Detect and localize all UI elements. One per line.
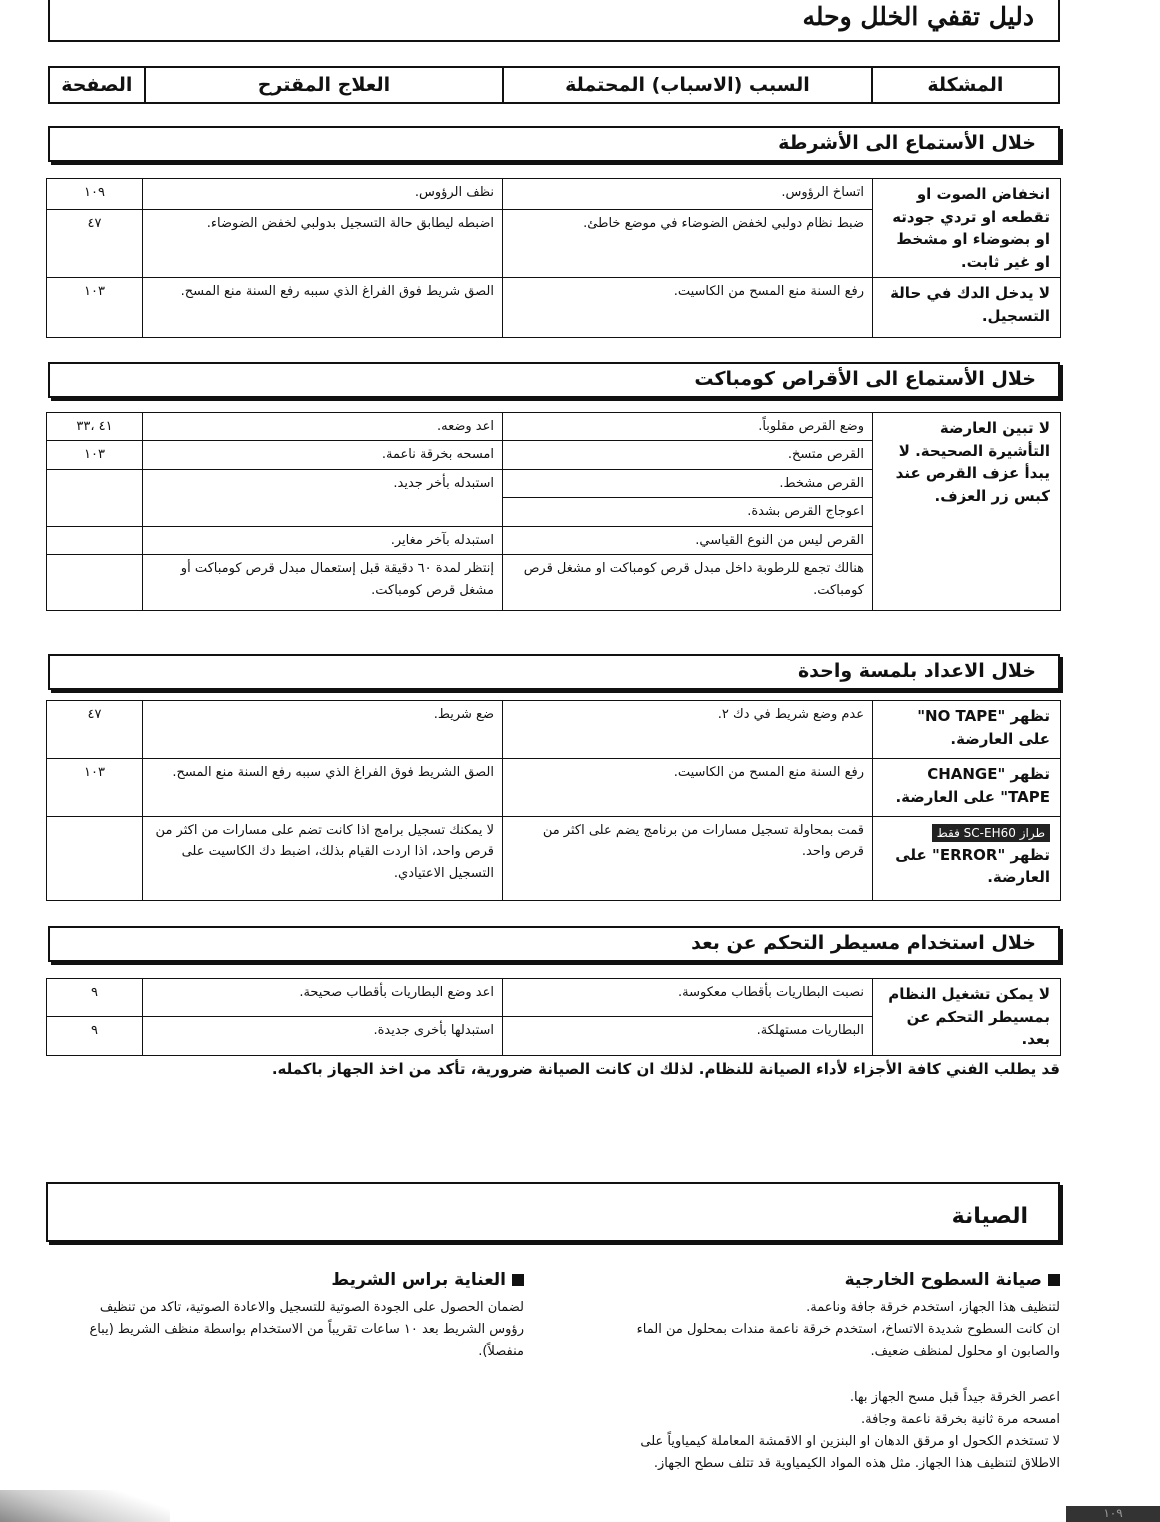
- table-row: [47, 759, 1061, 817]
- section-title: خلال الاعداد بلمسة واحدة: [797, 660, 1036, 682]
- table-row: [47, 701, 1061, 759]
- remedy-cell: اعد وضع البطاريات بأقطاب صحيحة.: [143, 979, 503, 1017]
- surfaces-care: [600, 1266, 1060, 1476]
- remedy-cell: استبدلها بأخرى جديدة.: [143, 1017, 503, 1055]
- page-cell: [47, 469, 143, 526]
- header-cause: السبب (الاسباب) المحتملة: [502, 68, 871, 102]
- section-title-box: [48, 362, 1060, 398]
- section-title: خلال استخدام مسيطر التحكم عن بعد: [691, 932, 1036, 954]
- table-header: [48, 66, 1060, 104]
- table-row: [47, 413, 1061, 441]
- cause-cell: وضع القرص مقلوباً.: [503, 413, 873, 441]
- paragraph: ان كانت السطوح شديدة الاتساخ، استخدم خرقة ناعمة مندات بمحلول من الماء والصابون او محلول لمنظف ضعيف.: [636, 1321, 1060, 1360]
- cause-cell: هنالك تجمع للرطوبة داخل مبدل قرص كومباكت او مشغل قرص كومباكت.: [503, 555, 873, 611]
- paragraph: اعصر الخرقة جيداً قبل مسح الجهاز بها.: [849, 1390, 1060, 1406]
- remedy-cell: استبدله بآخر مغاير.: [143, 526, 503, 554]
- cause-cell: عدم وضع شريط في دك ٢.: [503, 701, 873, 759]
- maintenance-title-box: [46, 1182, 1060, 1242]
- page-cell: ٩: [47, 979, 143, 1017]
- symptom-cell: [873, 817, 1061, 901]
- header-page: الصفحة: [61, 74, 133, 96]
- table-row: [47, 179, 1061, 210]
- section-title-box: [48, 654, 1060, 690]
- model-badge: طراز SC-EH60 فقط: [932, 824, 1050, 842]
- troubleshooting-table: [46, 978, 1061, 1056]
- remedy-cell: اعد وضعه.: [143, 413, 503, 441]
- page-cell: [47, 817, 143, 901]
- bullet-square-icon: [1048, 1274, 1060, 1286]
- page-cell: ١٠٣: [47, 278, 143, 338]
- page-title: دليل تقفي الخلل وحله: [802, 2, 1034, 31]
- cause-cell: القرص ليس من النوع القياسي.: [503, 526, 873, 554]
- section-title-box: [48, 926, 1060, 962]
- cause-cell: اعوجاج القرص بشدة.: [503, 498, 873, 526]
- remedy-cell: الصق الشريط فوق الفراغ الذي سببه رفع السنة منع المسح.: [143, 759, 503, 817]
- page-cell: ١٠٣: [47, 759, 143, 817]
- paragraph: لضمان الحصول على الجودة الصوتية للتسجيل والاعادة الصوتية، تاكد من تنظيف رؤوس الشريط بعد ١٠ ساعات تقريباً من الاستخدام بواسطة منظف الشريط (يباع منفصلاً).: [89, 1299, 524, 1360]
- symptom-cell: لا تبين العارضة التأشيرة الصحيحة. لا يبدأ عزف القرص عند كبس زر العزف.: [873, 413, 1061, 611]
- cause-cell: البطاريات مستهلكة.: [503, 1017, 873, 1055]
- remedy-cell: لا يمكنك تسجيل برامج اذا كانت تضم على مسارات من اكثر من قرص واحد، اذا اردت القيام بذلك، اضبط دك الكاسيت على التسجيل الاعتيادي.: [143, 817, 503, 901]
- section-title: خلال الأستماع الى الأقراص كومباكت: [694, 368, 1036, 390]
- paragraph: لتنظيف هذا الجهاز، استخدم خرقة جافة وناعمة.: [806, 1299, 1060, 1315]
- troubleshooting-table: [46, 412, 1061, 611]
- cause-cell: القرص متسخ.: [503, 441, 873, 469]
- symptom-cell: تظهر "CHANGE TAPE" على العارضة.: [873, 759, 1061, 817]
- page-number: ١٠٩: [1066, 1506, 1160, 1522]
- page-cell: ٤٧: [47, 701, 143, 759]
- table-row: [47, 817, 1061, 901]
- cause-cell: القرص مشخط.: [503, 469, 873, 497]
- remedy-cell: إنتظر لمدة ٦٠ دقيقة قبل إستعمال مبدل قرص كومباكت أو مشغل قرص كومباكت.: [143, 555, 503, 611]
- remedy-cell: الصق شريط فوق الفراغ الذي سببه رفع السنة منع المسح.: [143, 278, 503, 338]
- symptom-cell: لا يمكن تشغيل النظام بمسيطر التحكم عن بعد.: [873, 979, 1061, 1056]
- page-cell: ٩: [47, 1017, 143, 1055]
- page-cell: ٤٧: [47, 210, 143, 278]
- scan-shadow: [0, 1490, 170, 1522]
- table-row: [47, 979, 1061, 1017]
- header-remedy: العلاج المقترح: [144, 68, 503, 102]
- symptom-cell: تظهر "NO TAPE" على العارضة.: [873, 701, 1061, 759]
- page-cell: ٤١ ،٣٣: [47, 413, 143, 441]
- surfaces-heading: صيانة السطوح الخارجية: [600, 1266, 1060, 1295]
- cause-cell: رفع السنة منع المسح من الكاسيت.: [503, 759, 873, 817]
- title-box: [48, 0, 1060, 42]
- page-cell: [47, 526, 143, 554]
- remedy-cell: امسحه بخرقة ناعمة.: [143, 441, 503, 469]
- remedy-cell: اضبطه ليطابق حالة التسجيل بدولبي لخفض الضوضاء.: [143, 210, 503, 278]
- section-title-box: [48, 126, 1060, 162]
- paragraph: امسحه مرة ثانية بخرقة ناعمة وجافة.: [860, 1412, 1060, 1428]
- header-symptom: المشكلة: [871, 68, 1058, 102]
- page-cell: [47, 555, 143, 611]
- section-title: خلال الأستماع الى الأشرطة: [778, 132, 1036, 154]
- page-cell: ١٠٩: [47, 179, 143, 210]
- remedy-cell: نظف الرؤوس.: [143, 179, 503, 210]
- page-cell: ١٠٣: [47, 441, 143, 469]
- troubleshooting-table: [46, 700, 1061, 901]
- cause-cell: ضبط نظام دولبي لخفض الضوضاء في موضع خاطئ.: [503, 210, 873, 278]
- paragraph: لا تستخدم الكحول او مرقق الدهان او البنزين او الاقمشة المعاملة كيمياوياً على الاطلاق لتنظيف هذا الجهاز. مثل هذه المواد الكيمياوية قد تتلف سطح الجهاز.: [640, 1434, 1060, 1472]
- troubleshooting-table: [46, 178, 1061, 338]
- tape-head-care: [74, 1266, 524, 1363]
- maintenance-title: الصيانة: [951, 1204, 1028, 1229]
- remedy-cell: ضع شريط.: [143, 701, 503, 759]
- cause-cell: قمت بمحاولة تسجيل مسارات من برنامج يضم على اكثر من قرص واحد.: [503, 817, 873, 901]
- symptom-cell: لا يدخل الدك في حالة التسجيل.: [873, 278, 1061, 338]
- service-note: قد يطلب الفني كافة الأجزاء لأداء الصيانة للنظام. لذلك ان كانت الصيانة ضرورية، تأكد من اخذ الجهاز باكمله.: [271, 1060, 1060, 1078]
- cause-cell: اتساخ الرؤوس.: [503, 179, 873, 210]
- table-row: [47, 278, 1061, 338]
- cause-cell: نصبت البطاريات بأقطاب معكوسة.: [503, 979, 873, 1017]
- symptom-cell: انخفاض الصوت او تقطعه او تردي جودته او بضوضاء او مشخط او غير ثابت.: [873, 179, 1061, 278]
- symptom-text: تظهر "ERROR" على العارضة.: [895, 845, 1050, 886]
- remedy-cell: استبدله بأخر جديد.: [143, 469, 503, 526]
- bullet-square-icon: [512, 1274, 524, 1286]
- cause-cell: رفع السنة منع المسح من الكاسيت.: [503, 278, 873, 338]
- tape-head-heading: العناية براس الشريط: [74, 1266, 524, 1295]
